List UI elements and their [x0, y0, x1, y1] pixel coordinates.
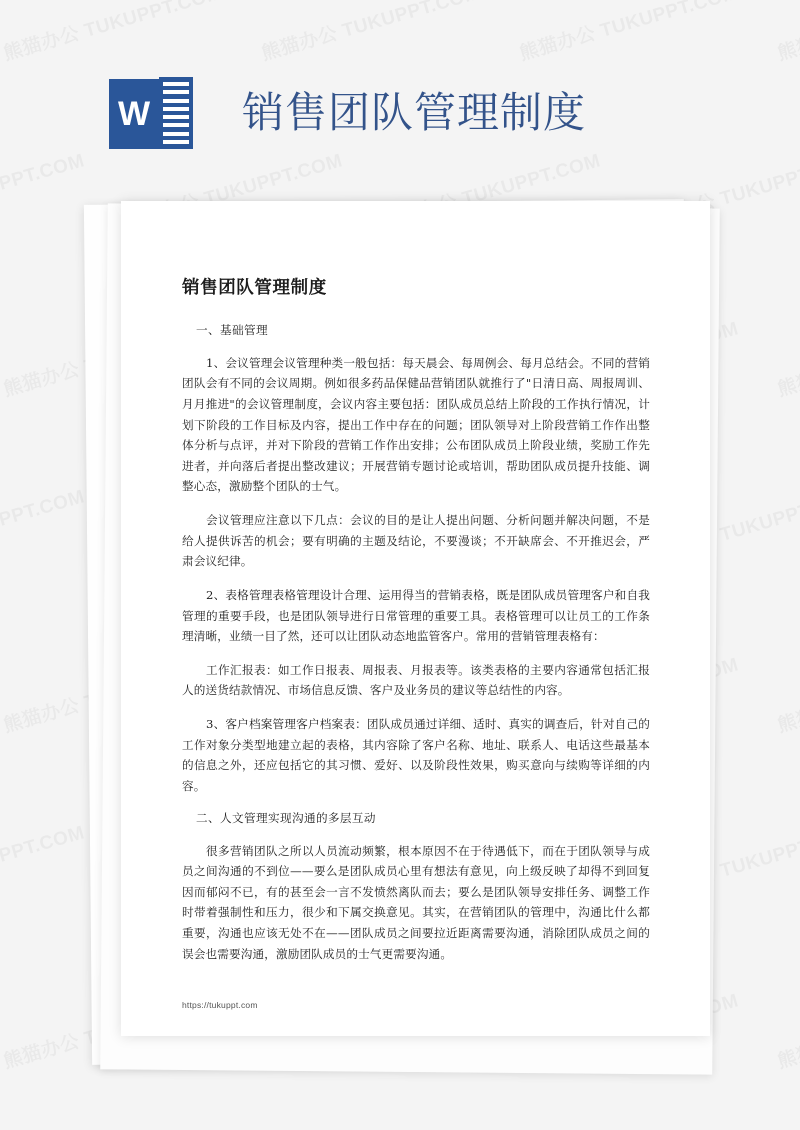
body-paragraph: 会议管理应注意以下几点：会议的目的是让人提出问题、分析问题并解决问题，不是给人提供诉苦的机会；要有明确的主题及结论，不要漫谈；不开缺席会、不开推迟会，严肃会议纪律。 — [182, 513, 650, 569]
watermark-text — [258, 0, 483, 66]
document-header — [106, 74, 586, 152]
watermark-text — [774, 314, 800, 402]
document-page — [121, 201, 710, 1036]
word-icon-document-lines — [159, 77, 193, 149]
page-title: 销售团队管理制度 — [242, 89, 587, 136]
watermark-text — [774, 0, 800, 66]
body-paragraph: 2、表格管理表格管理设计合理、运用得当的营销表格，既是团队成员管理客户和自我管理的重要手段，也是团队领导进行日常管理的重要工具。表格管理可以让员工的工作条理清晰，业绩一目了然，还可以让团队动态地监管客户。常用的营销管理表格有： — [182, 587, 650, 644]
watermark-text — [774, 650, 800, 738]
document-content — [182, 322, 650, 965]
body-paragraph: 1、会议管理会议管理种类一般包括：每天晨会、每周例会、每月总结会。不同的营销团队会有不同的会议周期。例如很多药品保健品营销团队就推行了"日清日高、周报周训、月月推进"的会议管理制度，会议内容主要包括：团队成员总结上阶段的工作执行情况，计划下阶段的工作目标及内容，提出工作中存在的问题；团队领导对上阶段营销工作作出整体分析与点评，并对下阶段的营销工作作出安排；公布团队成员上阶段业绩，奖励工作先进者，并向落后者提出整改建议；开展营销专题讨论或培训，帮助团队成员提升技能、调整心态，激励整个团队的士气。 — [182, 355, 650, 494]
section-heading: 一、基础管理 — [196, 322, 268, 337]
microsoft-word-icon — [106, 77, 196, 149]
document-body — [182, 277, 650, 964]
body-paragraph: 工作汇报表：如工作日报表、周报表、月报表等。该类表格的主要内容通常包括汇报人的送货结款情况、市场信息反馈、客户及业务员的建议等总结性的内容。 — [182, 662, 650, 698]
watermark-text — [0, 146, 87, 234]
body-paragraph: 3、客户档案管理客户档案表：团队成员通过详细、适时、真实的调查后，针对自己的工作对象分类型地建立起的表格，其内容除了客户名称、地址、联系人、电话这些最基本的信息之外，还应包括它的其习惯、爱好、以及阶段性效果，购买意向与续购等详细的内容。 — [182, 717, 650, 793]
word-icon-letter: W — [117, 95, 151, 133]
document-title: 销售团队管理制度 — [182, 278, 327, 298]
watermark-text — [0, 0, 225, 66]
body-paragraph: 很多营销团队之所以人员流动频繁，根本原因不在于待遇低下，而在于团队领导与成员之间沟通的不到位——要么是团队成员心里有想法有意见，向上级反映了却得不到回复因而郁闷不已，有的甚至会一言不发愤然离队而去；要么是团队领导安排任务、调整工作时带着强制性和压力，很少和下属交换意见。其实，在营销团队的管理中，沟通比什么都重要，沟通也应该无处不在——团队成员之间要拉近距离需要沟通，消除团队成员之间的误会也需要沟通，激励团队成员的士气更需要沟通。 — [182, 843, 650, 961]
section-heading: 二、人文管理实现沟通的多层互动 — [196, 810, 376, 825]
footer-url: https://tukuppt.com — [182, 1000, 258, 1010]
watermark-text — [516, 0, 741, 66]
watermark-text — [0, 818, 87, 906]
watermark-text — [774, 986, 800, 1074]
watermark-text — [0, 482, 87, 570]
